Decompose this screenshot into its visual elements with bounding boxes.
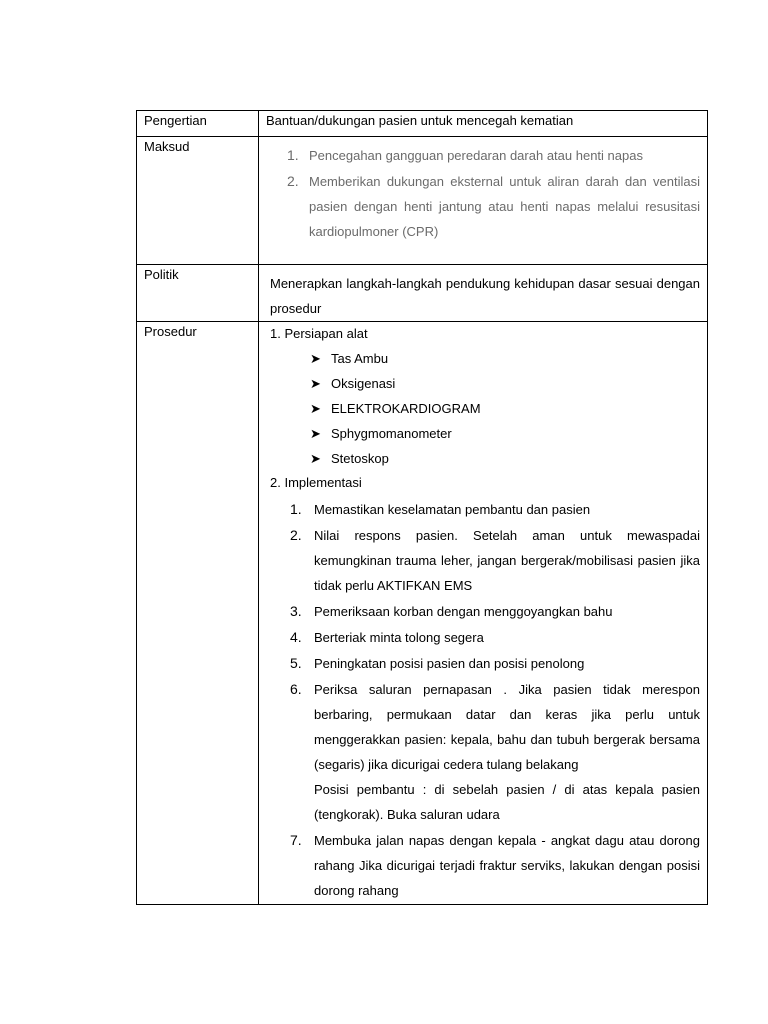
- arrow-bullet-icon: ➤: [310, 451, 321, 466]
- item-text: Pemeriksaan korban dengan menggoyangkan bahu: [314, 604, 613, 619]
- item-text: Nilai respons pasien. Setelah aman untuk mewaspadai kemungkinan trauma leher, jangan bergerak/mobilisasi pasien jika tidak perlu AKTIFKAN EMS: [314, 528, 700, 593]
- item-number: 3.: [290, 603, 302, 619]
- list-item: [290, 599, 700, 624]
- row-maksud: [137, 137, 708, 265]
- policy-text: Menerapkan langkah-langkah pendukung kehidupan dasar sesuai dengan prosedur: [270, 276, 700, 316]
- section-heading: 2. Implementasi: [270, 475, 362, 490]
- item-text: ELEKTROKARDIOGRAM: [331, 401, 481, 416]
- list-item: [287, 143, 700, 168]
- list-item: [290, 828, 700, 903]
- item-number: 6.: [290, 681, 302, 697]
- steps-list: [270, 495, 700, 903]
- label-cell: [137, 137, 259, 265]
- arrow-bullet-icon: ➤: [310, 351, 321, 366]
- arrow-bullet-icon: ➤: [310, 401, 321, 416]
- content-cell: [259, 265, 708, 322]
- row-politik: [137, 265, 708, 322]
- label-cell: [137, 111, 259, 137]
- section-heading: 1. Persiapan alat: [270, 326, 368, 341]
- item-text: Berteriak minta tolong segera: [314, 630, 484, 645]
- item-text: Tas Ambu: [331, 351, 389, 366]
- label-cell: [137, 265, 259, 322]
- row-pengertian: [137, 111, 708, 137]
- item-text: Peningkatan posisi pasien dan posisi penolong: [314, 656, 585, 671]
- definition-text: Bantuan/dukungan pasien untuk mencegah kematian: [266, 113, 574, 128]
- tools-list: [270, 346, 700, 471]
- row-label: Maksud: [144, 139, 190, 154]
- item-text: Membuka jalan napas dengan kepala - angkat dagu atau dorong rahang Jika dicurigai terjadi fraktur serviks, lakukan dengan posisi dorong rahang: [314, 833, 700, 898]
- item-number: 7.: [290, 832, 302, 848]
- row-label: Politik: [144, 267, 179, 282]
- label-cell: [137, 322, 259, 905]
- procedure-content: [259, 322, 707, 903]
- arrow-bullet-icon: ➤: [310, 426, 321, 441]
- list-item: [290, 523, 700, 598]
- list-item: [287, 169, 700, 244]
- list-item: [290, 677, 700, 827]
- item-number: 2.: [290, 527, 302, 543]
- item-text: Pencegahan gangguan peredaran darah atau henti napas: [309, 148, 643, 163]
- content-cell: [259, 111, 708, 137]
- list-item: [310, 371, 700, 396]
- content-cell: [259, 137, 708, 265]
- list-item: [290, 651, 700, 676]
- list-item: [310, 346, 700, 371]
- arrow-bullet-icon: ➤: [310, 376, 321, 391]
- list-item: [290, 625, 700, 650]
- item-number: 1.: [290, 501, 302, 517]
- item-text: Stetoskop: [331, 451, 389, 466]
- item-extra-text: Posisi pembantu : di sebelah pasien / di atas kepala pasien (tengkorak). Buka saluran udara: [314, 782, 700, 822]
- item-text: Memastikan keselamatan pembantu dan pasien: [314, 502, 591, 517]
- item-text: Periksa saluran pernapasan . Jika pasien tidak merespon berbaring, permukaan datar dan keras jika perlu untuk menggerakkan pasien: kepala, bahu dan tubuh bergerak bersama (segaris) jika dicurigai cedera tulang belakang: [314, 682, 700, 772]
- item-number: 1.: [287, 147, 299, 163]
- item-number: 2.: [287, 173, 299, 189]
- row-label: Prosedur: [144, 324, 197, 339]
- content-cell: [259, 322, 708, 905]
- item-text: Sphygmomanometer: [331, 426, 452, 441]
- item-text: Oksigenasi: [331, 376, 396, 391]
- list-item: [310, 421, 700, 446]
- item-number: 4.: [290, 629, 302, 645]
- item-text: Memberikan dukungan eksternal untuk aliran darah dan ventilasi pasien dengan henti jantung atau henti napas melalui resusitasi kardiopulmoner (CPR): [309, 174, 700, 239]
- list-item: [310, 446, 700, 471]
- sop-table: [136, 110, 708, 905]
- list-item: [290, 497, 700, 522]
- list-item: [310, 396, 700, 421]
- item-number: 5.: [290, 655, 302, 671]
- row-label: Pengertian: [144, 113, 207, 128]
- purpose-list: [259, 137, 707, 244]
- row-prosedur: [137, 322, 708, 905]
